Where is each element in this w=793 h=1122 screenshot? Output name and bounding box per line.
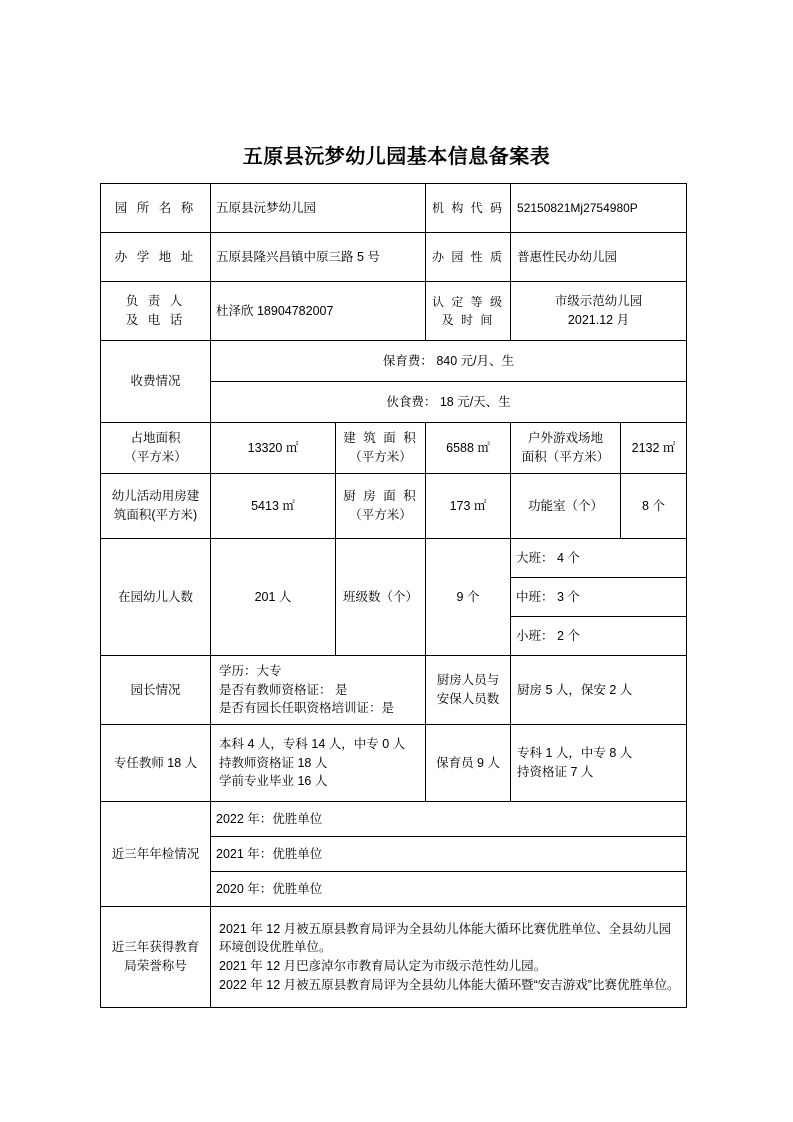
- kitchen-label-line-2: （平方米）: [349, 508, 412, 522]
- field-label-code: 机 构 代 码: [426, 184, 511, 233]
- teacher-certified: 持教师资格证 18 人: [219, 755, 328, 770]
- table-row: [101, 341, 687, 382]
- table-row: [101, 474, 687, 539]
- teacher-degrees: 本科 4 人，专科 14 人，中专 0 人: [219, 736, 406, 751]
- field-label-principal-info: 园长情况: [101, 656, 211, 725]
- field-value-nature: 普惠性民办幼儿园: [511, 233, 687, 282]
- field-value-grade: [511, 282, 687, 341]
- table-row: [101, 423, 687, 474]
- honor-entry-3: 2022 年 12 月被五原县教育局评为全县幼儿体能大循环暨“安吉游戏”比赛优胜单位。: [219, 977, 680, 992]
- field-value-big-class: 大班： 4 个: [511, 539, 687, 578]
- field-label-children-count: 在园幼儿人数: [101, 539, 211, 656]
- kindergarten-info-table: [100, 183, 687, 1008]
- teacher-preschool-major: 学前专业毕业 16 人: [219, 774, 328, 789]
- honor-entry-1: 2021 年 12 月被五原县教育局评为全县幼儿体能大循环比赛优胜单位、全县幼儿园环境创设优胜单位。: [219, 921, 672, 955]
- grade-label-line-2: 及 时 间: [441, 313, 495, 327]
- field-value-children-count: 201 人: [211, 539, 336, 656]
- field-label-activity-area: [101, 474, 211, 539]
- honors-label-line-2: 局荣誉称号: [124, 959, 187, 973]
- honors-label-line-1: 近三年获得教育: [111, 940, 200, 955]
- field-label-principal: [101, 282, 211, 341]
- building-label-line-2: （平方米）: [349, 450, 412, 464]
- field-value-land-area: 13320 ㎡: [211, 423, 336, 474]
- field-value-kitchen-security-staff: 厨房 5 人，保安 2 人: [511, 656, 687, 725]
- table-row: [101, 184, 687, 233]
- field-value-inspection-2020: 2020 年：优胜单位: [211, 872, 687, 907]
- field-value-honors: [211, 907, 687, 1008]
- field-label-class-count: 班级数（个）: [336, 539, 426, 656]
- kitchen-staff-label-line-2: 安保人员数: [436, 692, 500, 706]
- field-value-code: 52150821Mj2754980P: [511, 184, 687, 233]
- field-label-fees: 收费情况: [101, 341, 211, 423]
- field-value-building-area: 6588 ㎡: [426, 423, 511, 474]
- field-label-grade: [426, 282, 511, 341]
- field-value-care-fee: 保育费： 840 元/月、生: [211, 341, 687, 382]
- field-label-kitchen-security-staff: [426, 656, 511, 725]
- land-label-line-1: 占地面积: [130, 431, 181, 446]
- field-value-address: 五原县隆兴昌镇中原三路 5 号: [211, 233, 426, 282]
- table-row: [101, 233, 687, 282]
- principal-label-line-2: 及 电 话: [125, 313, 186, 327]
- field-value-kitchen-area: 173 ㎡: [426, 474, 511, 539]
- field-value-inspection-2021: 2021 年：优胜单位: [211, 837, 687, 872]
- nurse-degrees: 专科 1 人，中专 8 人: [517, 746, 633, 761]
- nurse-certified: 持资格证 7 人: [517, 765, 594, 779]
- principal-training-cert: 是否有园长任职资格培训证：是: [219, 701, 395, 716]
- land-label-line-2: （平方米）: [124, 450, 187, 464]
- table-row: [101, 802, 687, 837]
- field-value-activity-area: 5413 ㎡: [211, 474, 336, 539]
- principal-education: 学历：大专: [219, 663, 282, 678]
- activity-label-line-2: 筑面积(平方米): [113, 508, 198, 522]
- outdoor-label-line-2: 面积（平方米）: [521, 450, 610, 464]
- page-title: 五原县沅梦幼儿园基本信息备案表: [242, 146, 551, 168]
- principal-label-line-1: 负 责 人: [125, 294, 186, 309]
- field-label-outdoor-area: [511, 423, 621, 474]
- field-value-small-class: 小班： 2 个: [511, 617, 687, 656]
- field-value-class-count: 9 个: [426, 539, 511, 656]
- building-label-line-1: 建 筑 面 积: [343, 431, 418, 446]
- grade-value-line-1: 市级示范幼儿园: [554, 294, 643, 309]
- table-row: [101, 656, 687, 725]
- field-label-function-rooms: 功能室（个）: [511, 474, 621, 539]
- field-label-nature: 办 园 性 质: [426, 233, 511, 282]
- table-row: [101, 539, 687, 578]
- field-value-middle-class: 中班： 3 个: [511, 578, 687, 617]
- field-value-function-rooms: 8 个: [621, 474, 687, 539]
- field-label-annual-inspection: 近三年年检情况: [101, 802, 211, 907]
- field-value-principal-info: [211, 656, 426, 725]
- outdoor-label-line-1: 户外游戏场地: [528, 431, 604, 446]
- honor-entry-2: 2021 年 12 月巴彦淖尔市教育局认定为市级示范性幼儿园。: [219, 959, 547, 973]
- field-value-outdoor-area: 2132 ㎡: [621, 423, 687, 474]
- table-row: [101, 907, 687, 1008]
- table-row: [101, 725, 687, 802]
- field-value-name: 五原县沅梦幼儿园: [211, 184, 426, 233]
- field-label-honors: [101, 907, 211, 1008]
- field-label-teacher-count: 专任教师 18 人: [101, 725, 211, 802]
- kitchen-staff-label-line-1: 厨房人员与: [436, 673, 500, 688]
- field-label-kitchen-area: [336, 474, 426, 539]
- table-row: [101, 282, 687, 341]
- grade-label-line-1: 认 定 等 级: [432, 295, 505, 309]
- activity-label-line-1: 幼儿活动用房建: [111, 489, 200, 504]
- field-label-land-area: [101, 423, 211, 474]
- field-label-building-area: [336, 423, 426, 474]
- field-label-address: 办 学 地 址: [101, 233, 211, 282]
- kitchen-label-line-1: 厨 房 面 积: [343, 489, 418, 504]
- field-value-inspection-2022: 2022 年：优胜单位: [211, 802, 687, 837]
- field-value-nurse-detail: [511, 725, 687, 802]
- field-label-name: 园 所 名 称: [101, 184, 211, 233]
- field-value-teacher-detail: [211, 725, 426, 802]
- field-label-nurse-count: 保育员 9 人: [426, 725, 511, 802]
- principal-teacher-cert: 是否有教师资格证： 是: [219, 682, 348, 697]
- field-value-meal-fee: 伙食费： 18 元/天、生: [211, 382, 687, 423]
- grade-value-line-2: 2021.12 月: [567, 313, 630, 327]
- field-value-principal: 杜泽欣 18904782007: [211, 282, 426, 341]
